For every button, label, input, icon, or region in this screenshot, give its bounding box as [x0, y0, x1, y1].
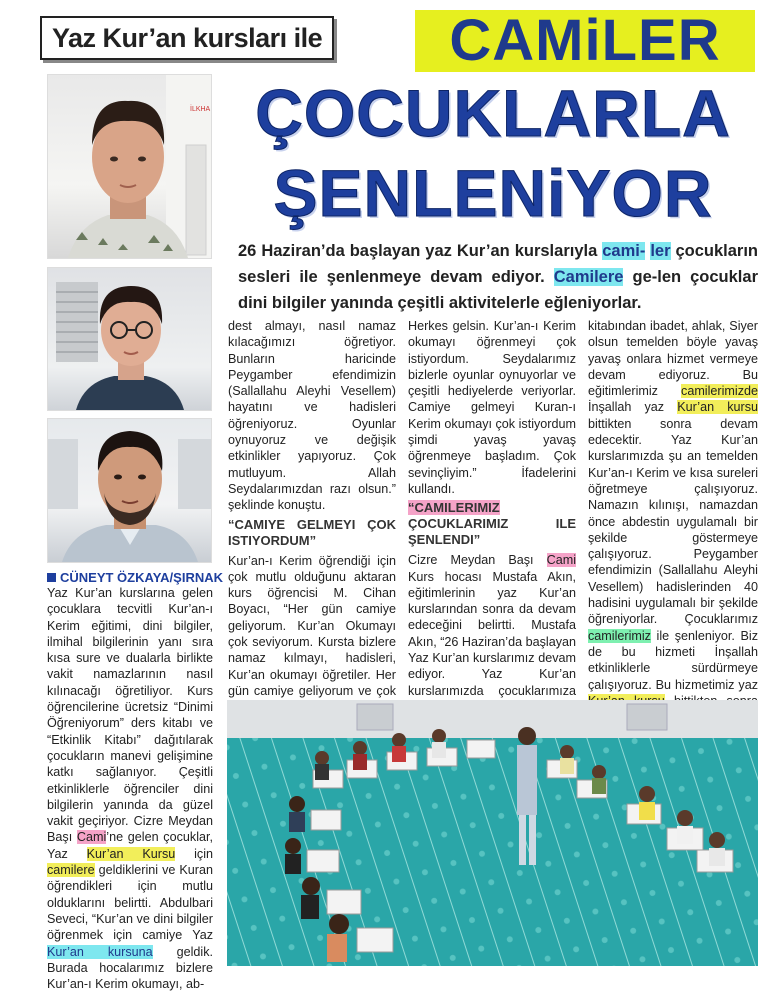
headline-word-camiler: CAMiLER	[415, 10, 755, 72]
byline	[47, 570, 223, 585]
column-2-paragraph-1: dest almayı, nasıl namaz kılacağımızı öğretiyor. Bunların haricinde Peygamber efendimizin (Sallallahu Aleyhi Vesellem) hayatını ve hadisleri öğreniyoruz. Oyunlar oynuyoruz ve değişik etkinlikler yapıyoruz. Çok mutluyum. Allah Seydalarımızdan razı olsun.” şeklinde konuştu.	[228, 319, 396, 513]
lead-highlight-3: Camilere	[553, 268, 624, 286]
boy-portrait-1	[48, 75, 211, 258]
portrait-photo-2	[47, 267, 212, 411]
column-2-paragraph-2: Kur’an-ı Kerim öğrendiği için çok mutlu olduğunu aktaran kurs öğrencisi M. Cihan Boyacı, “Her gün camiye geliyorum. Kur’an Okumayı çok seviyorum. Kursta bizlere namaz kılmayı, hadisleri, Kur’an okumayı öğretiler. Her gün camiye geliyorum ve çok	[228, 553, 396, 698]
lead-text-2: çocukların sesleri ile şenlenmeye devam ediyor.	[238, 242, 758, 286]
article-column-1: Yaz Kur’an kurslarına gelen çocuklara tecvitli Kur’an-ı Kerim eğitimi, dini bilgiler, ilmihal bilgilerinin yanı sıra kısa sure ve dualarla birlikte vakit namazlarının nasıl kılınacağı öğretiliyor. Kurs öğrencilerine ücretsiz “Dinimi Öğreniyorum” ders kitabı ve “Etkinlik Kitabı” dağıtılarak çocukların manevi gelişimine katkı sağlanıyor. Çeşitli etkinliklerle öğrenciler dini bilgilerin yanında da güzel vakit geçiriyor. Cizre Meydan Başı Cami’ne gelen çocuklar, Yaz Kur’an Kursu için camilere geldiklerini ve Kuran öğrendikleri için mutlu olduklarını belirtti. Abdulbari Seveci, “Kur’an ve dini bilgiler öğrenmek için camiye Yaz Kur’an kursuna geldik. Burada hocalarımız bizlere Kur’an-ı Kerim okumayı, ab-	[47, 586, 213, 992]
portrait-photo-3	[47, 418, 212, 563]
byline-text: CÜNEYT ÖZKAYA/ŞIRNAK	[60, 570, 224, 585]
article-column-4: kitabından ibadet, ahlak, Siyer olsun temelden böyle yavaş yavaş onlara hizmet vermeye devam ediyoruz. Bu eğitimlerimiz camilerimizde İnşallah yaz Kur’an kursu bittikten sonra devam edecektir. Yaz Kur’an kurslarımızda şu an temelden Kur’an-ı Kerim ve kısa sureleri öğretmeye çalışıyoruz. Namazın kılınışı, namazdan önce abdestin uygulamalı bir şekilde göstermeye çalışıyoruz. Peygamber efendimizin (Sallallahu Aleyhi Vesellem) hadislerinden 40 hadisini uygulamalı bir şekilde öğreniyorlar. Çocuklarımız camilerimiz ile şenleniyor. Biz de bu hizmeti İnşallah etkinliklerle sürdürmeye çalışıyoruz. Bu hizmetimiz yaz	[588, 318, 758, 742]
lead-text-1: 26 Haziran’da başlayan yaz Kur’an kurslarıyla	[238, 242, 603, 260]
headline-line-3: ŞENLENiYOR	[273, 156, 713, 230]
article-column-2	[228, 318, 396, 764]
column-3-paragraph-1: Herkes gelsin. Kur’an-ı Kerim okumayı öğrenmeyi çok istiyordum. Seydalarımız bizlerle oyunlar oynuyorlar ve çeşitli hediyelerde veriyorlar. Camiye gelmeyi Kuran-ı Kerim okumayı çok istiyordum şimdi yavaş yavaş öğrenmeye başladım. Çok sevinçliyim.” İfadelerini kullandı.	[408, 319, 576, 496]
headline-line-2: ÇOCUKLARLA	[255, 76, 731, 150]
photo-corner-logo: İLKHA	[190, 106, 211, 113]
boy-portrait-2	[48, 268, 211, 410]
lead-highlight-2: ler	[650, 242, 671, 260]
byline-square-icon	[47, 573, 56, 582]
lead-highlight-1: cami-	[602, 242, 646, 260]
subheading-camiye-gelmeyi: “CAMIYE GELMEYI ÇOK ISTIYORDUM”	[228, 516, 396, 548]
young-man-portrait	[48, 419, 211, 562]
subheading-camilerimiz: “CAMILERIMIZ ÇOCUKLARIMIZ ILE ŞENLENDI”	[408, 500, 576, 548]
portrait-photo-1	[47, 74, 212, 259]
column-3-paragraph-2: Cizre Meydan Başı Cami Kurs hocası Mustafa Akın, eğitimlerinin yaz Kur’an kurslarından sonra da devam edeceğini belirtti. Mustafa Akın, “26 Haziran’da başlayan Yaz Kur’an kurslarımız devam ediyor. Yaz Kur’an kurslarımızda çocuklarımıza	[408, 553, 577, 698]
headline-kicker: Yaz Kur’an kursları ile	[40, 16, 334, 60]
lead-paragraph	[238, 238, 758, 316]
article-column-3	[408, 318, 576, 764]
lead-text-3: ge-len çocuklar dini bilgiler yanında çeşitli aktivitelerle eğleniyorlar.	[238, 268, 758, 312]
mosque-classroom-photo	[227, 700, 758, 966]
children-in-mosque-illustration	[227, 700, 758, 966]
